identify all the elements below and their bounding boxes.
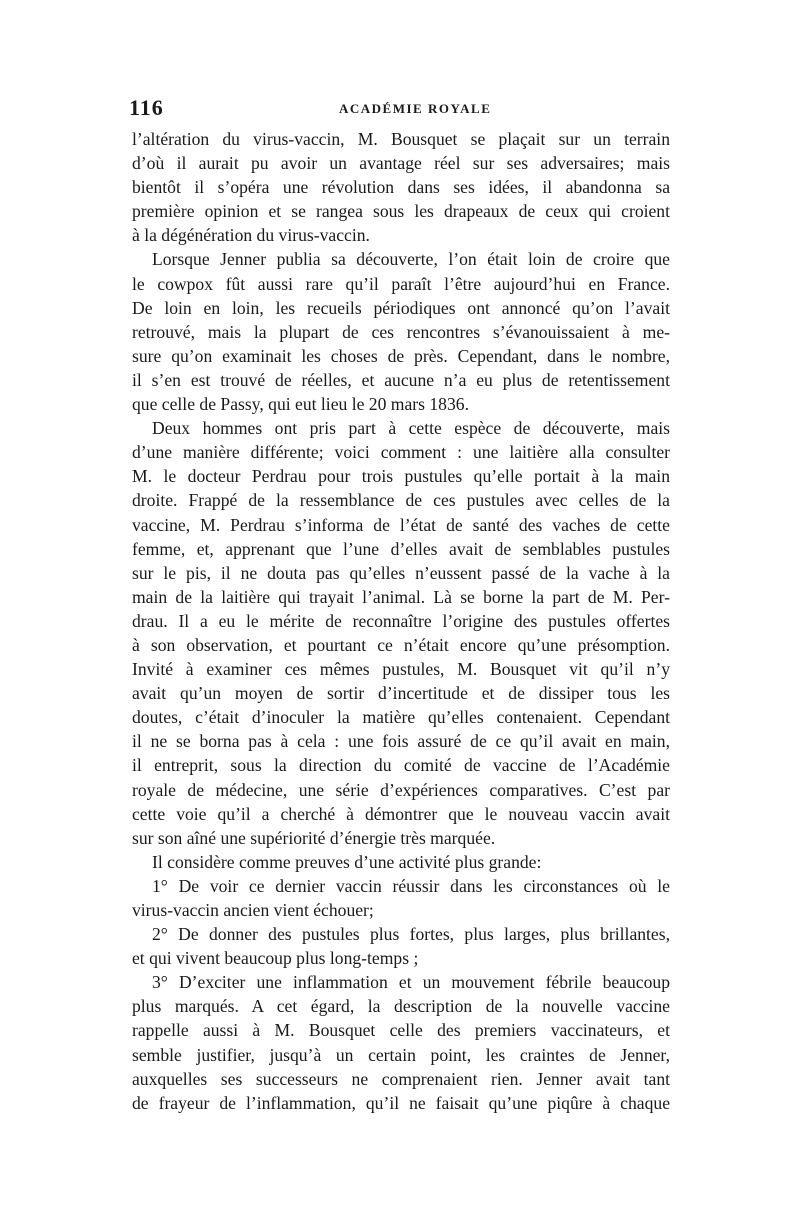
text-line: sure qu’on examinait les choses de près. Cependant, dans le nombre, [132, 345, 670, 366]
page-number: 116 [129, 95, 164, 120]
text-line: droite. Frappé de la ressemblance de ces pustules avec celles de la [132, 490, 670, 511]
text-line: Lorsque Jenner publia sa découverte, l’on était loin de croire que [152, 249, 670, 270]
text-line: Deux hommes ont pris part à cette espèce de découverte, mais [152, 418, 670, 439]
text-line: il ne se borna pas à cela : une fois assuré de ce qu’il avait en main, [132, 731, 670, 752]
body-text [132, 127, 670, 1115]
text-line: 2° De donner des pustules plus fortes, plus larges, plus brillantes, [152, 924, 670, 945]
text-line: rappelle aussi à M. Bousquet celle des premiers vaccinateurs, et [132, 1020, 670, 1041]
text-line: royale de médecine, une série d’expériences comparatives. C’est par [132, 779, 670, 800]
text-line: Invité à examiner ces mêmes pustules, M. Bousquet vit qu’il n’y [132, 659, 670, 680]
text-line: première opinion et se rangea sous les drapeaux de ceux qui croient [132, 201, 670, 222]
text-line: il s’en est trouvé de réelles, et aucune n’a eu plus de retentissement [132, 369, 670, 390]
text-line: main de la laitière qui trayait l’animal. Là se borne la part de M. Per- [132, 586, 670, 607]
text-line: et qui vivent beaucoup plus long-temps ; [132, 948, 419, 969]
text-line: De loin en loin, les recueils périodiques ont annoncé qu’on l’avait [132, 297, 670, 318]
text-line: il entreprit, sous la direction du comité de vaccine de l’Académie [132, 755, 670, 776]
text-line: sur son aîné une supériorité d’énergie très marquée. [132, 827, 496, 848]
text-line: 3° D’exciter une inflammation et un mouvement fébrile beaucoup [152, 972, 670, 993]
text-line: sur le pis, il ne douta pas qu’elles n’eussent passé de la vache à la [132, 562, 670, 583]
text-line: d’où il aurait pu avoir un avantage réel sur ses adversaires; mais [132, 153, 670, 174]
text-line: drau. Il a eu le mérite de reconnaître l’origine des pustules offertes [132, 610, 670, 631]
text-line: que celle de Passy, qui eut lieu le 20 mars 1836. [132, 394, 469, 415]
text-line: semble justifier, jusqu’à un certain point, les craintes de Jenner, [132, 1044, 670, 1065]
text-line: l’altération du virus-vaccin, M. Bousquet se plaçait sur un terrain [132, 129, 670, 149]
text-line: M. le docteur Perdrau pour trois pustules qu’elle portait à la main [132, 466, 670, 487]
text-line: 1° De voir ce dernier vaccin réussir dans les circonstances où le [152, 875, 670, 896]
text-line: femme, et, apprenant que l’une d’elles avait de semblables pustules [132, 538, 670, 559]
text-line: vaccine, M. Perdrau s’informa de l’état de santé des vaches de cette [132, 514, 670, 535]
text-line: d’une manière différente; voici comment : une laitière alla consulter [132, 442, 670, 463]
text-line: auxquelles ses successeurs ne comprenaient rien. Jenner avait tant [132, 1068, 670, 1089]
text-line: le cowpox fût aussi rare qu’il paraît l’être aujourd’hui en France. [132, 273, 670, 294]
text-line: à son observation, et pourtant ce n’était encore qu’une présomption. [132, 634, 670, 655]
text-line: avait qu’un moyen de sortir d’incertitude et de dissiper tous les [132, 683, 670, 704]
text-line: plus marqués. A cet égard, la description de la nouvelle vaccine [132, 996, 670, 1017]
text-line: bientôt il s’opéra une révolution dans ses idées, il abandonna sa [132, 177, 670, 198]
text-line: de frayeur de l’inflammation, qu’il ne faisait qu’une piqûre à chaque [132, 1092, 670, 1113]
text-line: doutes, c’était d’inoculer la matière qu’elles contenaient. Cependant [132, 707, 670, 728]
text-line: virus-vaccin ancien vient échouer; [132, 900, 374, 920]
text-line: à la dégénération du virus-vaccin. [132, 225, 370, 246]
running-head: ACADÉMIE ROYALE [339, 101, 492, 116]
page-header [129, 95, 669, 123]
text-line: Il considère comme preuves d’une activité plus grande: [152, 851, 542, 872]
text-line: retrouvé, mais la plupart de ces rencontres s’évanouissaient à me- [132, 321, 670, 342]
text-line: cette voie qu’il a cherché à démontrer que le nouveau vaccin avait [132, 803, 670, 824]
